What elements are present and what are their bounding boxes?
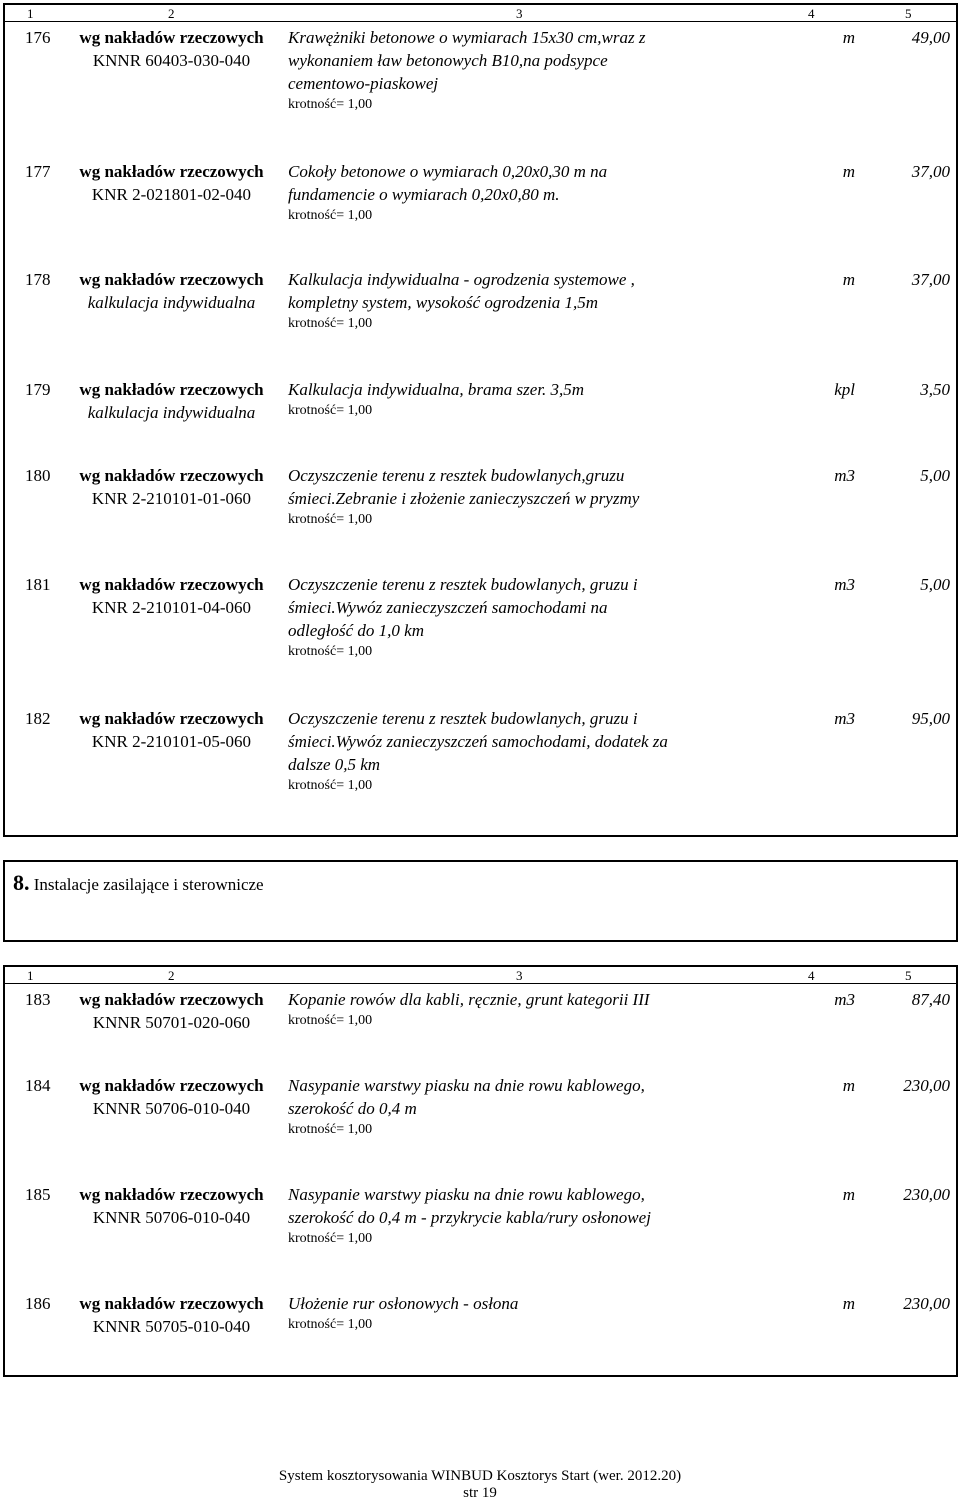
column-header-row (5, 967, 956, 984)
item-description-text: Nasypanie warstwy piasku na dnie rowu kablowego, szerokość do 0,4 m (288, 1076, 645, 1118)
item-number: 180 (25, 466, 51, 485)
item-description-text: Kopanie rowów dla kabli, ręcznie, grunt kategorii III (288, 990, 650, 1009)
item-source: wg nakładów rzeczowych (79, 1076, 264, 1095)
item-basis (69, 1074, 274, 1120)
item-quantity: 230,00 (903, 1185, 950, 1204)
column-header-row (5, 5, 956, 22)
item-number: 176 (25, 28, 51, 47)
item-unit: kpl (834, 380, 855, 399)
item-multiplier: krotność= 1,00 (288, 1317, 373, 1332)
item-description (288, 707, 758, 796)
item-description-text: Kalkulacja indywidualna, brama szer. 3,5m (288, 380, 585, 399)
item-multiplier: krotność= 1,00 (288, 97, 373, 112)
item-unit: m (842, 1076, 855, 1095)
item-basis (69, 988, 274, 1034)
column-header-4: 4 (808, 6, 815, 21)
column-header-3: 3 (516, 968, 523, 983)
cost-table-bottom (3, 965, 958, 1377)
section-title (13, 870, 264, 896)
item-basis (69, 378, 274, 424)
item-description-text: Oczyszczenie terenu z resztek budowlanych, gruzu i śmieci.Wywóz zanieczyszczeń samochodami, dodatek za dalsze 0,5 km (288, 709, 668, 774)
item-description (288, 1292, 758, 1335)
item-quantity: 49,00 (911, 28, 950, 47)
item-description-text: Oczyszczenie terenu z resztek budowlanych,gruzu śmieci.Zebranie i złożenie zanieczyszczeń w pryzmy (288, 466, 640, 508)
item-basis (69, 573, 274, 619)
item-number: 179 (25, 380, 51, 399)
item-number: 181 (25, 575, 51, 594)
item-multiplier: krotność= 1,00 (288, 403, 373, 418)
item-quantity: 87,40 (911, 990, 950, 1009)
item-code: KNR 2-021801-02-040 (91, 185, 252, 204)
item-description (288, 160, 758, 226)
item-multiplier: krotność= 1,00 (288, 1122, 373, 1137)
item-multiplier: krotność= 1,00 (288, 208, 373, 223)
item-basis (69, 268, 274, 314)
item-source: wg nakładów rzeczowych (79, 1294, 264, 1313)
column-header-1: 1 (27, 6, 34, 21)
column-header-5: 5 (905, 6, 912, 21)
item-multiplier: krotność= 1,00 (288, 512, 373, 527)
item-source: wg nakładów rzeczowych (79, 380, 264, 399)
item-code: KNR 2-210101-05-060 (91, 732, 252, 751)
page-footer (0, 1468, 960, 1502)
item-basis (69, 464, 274, 510)
item-quantity: 3,50 (920, 380, 950, 399)
item-number: 182 (25, 709, 51, 728)
item-quantity: 230,00 (903, 1294, 950, 1313)
item-unit: m (842, 1294, 855, 1313)
section-number: 8. (13, 870, 30, 895)
column-header-2: 2 (168, 968, 175, 983)
section-header (3, 860, 958, 942)
item-basis (69, 26, 274, 72)
footer-software: System kosztorysowania WINBUD Kosztorys Start (wer. 2012.20) (278, 1468, 682, 1484)
item-source: wg nakładów rzeczowych (79, 28, 264, 47)
item-quantity: 5,00 (920, 466, 950, 485)
item-number: 177 (25, 162, 51, 181)
item-code: KNR 2-210101-04-060 (91, 598, 252, 617)
item-description (288, 988, 758, 1031)
item-basis (69, 707, 274, 753)
item-unit: m (842, 1185, 855, 1204)
item-basis (69, 160, 274, 206)
item-description (288, 1183, 758, 1249)
item-multiplier: krotność= 1,00 (288, 778, 373, 793)
item-source: wg nakładów rzeczowych (79, 1185, 264, 1204)
item-code: kalkulacja indywidualna (87, 403, 256, 422)
item-description (288, 464, 758, 530)
item-source: wg nakładów rzeczowych (79, 466, 264, 485)
item-source: wg nakładów rzeczowych (79, 270, 264, 289)
item-description (288, 26, 758, 115)
item-code: KNNR 50706-010-040 (92, 1099, 251, 1118)
item-quantity: 37,00 (911, 270, 950, 289)
item-description (288, 268, 758, 334)
item-multiplier: krotność= 1,00 (288, 644, 373, 659)
column-header-4: 4 (808, 968, 815, 983)
item-code: KNR 2-210101-01-060 (91, 489, 252, 508)
item-description-text: Ułożenie rur osłonowych - osłona (288, 1294, 519, 1313)
item-source: wg nakładów rzeczowych (79, 990, 264, 1009)
item-unit: m3 (834, 466, 855, 485)
item-multiplier: krotność= 1,00 (288, 316, 373, 331)
item-quantity: 5,00 (920, 575, 950, 594)
section-name: Instalacje zasilające i sterownicze (33, 875, 264, 894)
item-number: 178 (25, 270, 51, 289)
item-code: KNNR 50705-010-040 (92, 1317, 251, 1336)
item-description (288, 573, 758, 662)
item-basis (69, 1183, 274, 1229)
item-multiplier: krotność= 1,00 (288, 1013, 373, 1028)
item-description (288, 1074, 758, 1140)
item-source: wg nakładów rzeczowych (79, 162, 264, 181)
item-unit: m (842, 270, 855, 289)
column-header-3: 3 (516, 6, 523, 21)
item-quantity: 230,00 (903, 1076, 950, 1095)
item-code: KNNR 50706-010-040 (92, 1208, 251, 1227)
item-source: wg nakładów rzeczowych (79, 709, 264, 728)
item-quantity: 95,00 (911, 709, 950, 728)
item-description-text: Cokoły betonowe o wymiarach 0,20x0,30 m na fundamencie o wymiarach 0,20x0,80 m. (288, 162, 608, 204)
item-source: wg nakładów rzeczowych (79, 575, 264, 594)
item-number: 184 (25, 1076, 51, 1095)
item-description-text: Nasypanie warstwy piasku na dnie rowu kablowego, szerokość do 0,4 m - przykrycie kabla/rury osłonowej (288, 1185, 651, 1227)
column-header-5: 5 (905, 968, 912, 983)
item-code: KNNR 60403-030-040 (92, 51, 251, 70)
item-unit: m (842, 28, 855, 47)
item-unit: m (842, 162, 855, 181)
item-basis (69, 1292, 274, 1338)
item-number: 183 (25, 990, 51, 1009)
item-description-text: Oczyszczenie terenu z resztek budowlanych, gruzu i śmieci.Wywóz zanieczyszczeń samochodami na odległość do 1,0 km (288, 575, 638, 640)
item-number: 186 (25, 1294, 51, 1313)
item-unit: m3 (834, 990, 855, 1009)
item-unit: m3 (834, 575, 855, 594)
item-quantity: 37,00 (911, 162, 950, 181)
footer-page-number: str 19 (463, 1485, 497, 1501)
item-code: kalkulacja indywidualna (87, 293, 256, 312)
item-description-text: Krawężniki betonowe o wymiarach 15x30 cm,wraz z wykonaniem ław betonowych B10,na podsypce cementowo-piaskowej (288, 28, 646, 93)
item-unit: m3 (834, 709, 855, 728)
column-header-1: 1 (27, 968, 34, 983)
item-number: 185 (25, 1185, 51, 1204)
cost-table-top (3, 3, 958, 837)
item-description (288, 378, 758, 421)
item-multiplier: krotność= 1,00 (288, 1231, 373, 1246)
item-code: KNNR 50701-020-060 (92, 1013, 251, 1032)
item-description-text: Kalkulacja indywidualna - ogrodzenia systemowe , kompletny system, wysokość ogrodzenia 1,5m (288, 270, 635, 312)
column-header-2: 2 (168, 6, 175, 21)
